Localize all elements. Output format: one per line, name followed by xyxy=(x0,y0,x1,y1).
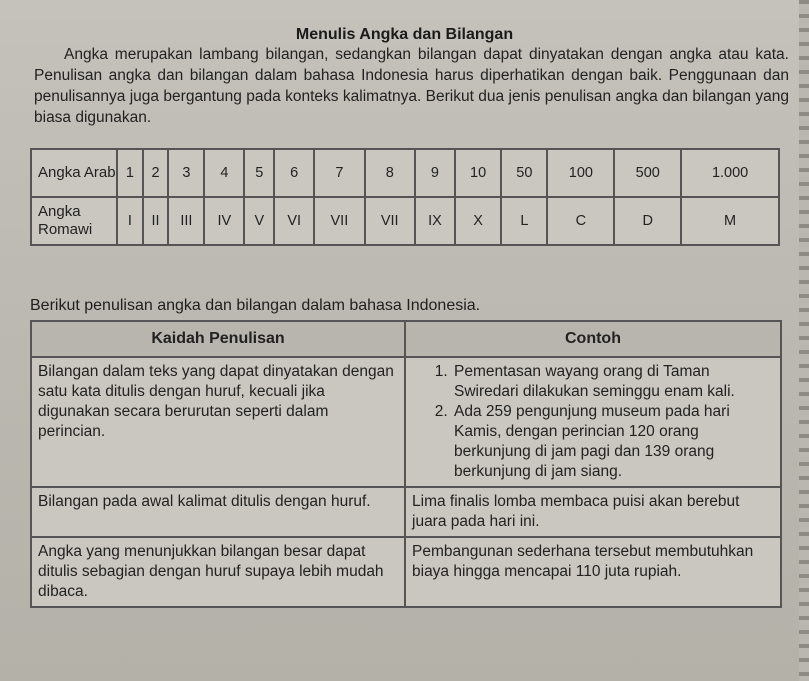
example-cell xyxy=(405,357,781,487)
section-subtitle: Berikut penulisan angka dan bilangan dalam bahasa Indonesia. xyxy=(30,297,481,314)
arabic-cell: 7 xyxy=(314,149,364,197)
intro-text: Angka merupakan lambang bilangan, sedangkan bilangan dapat dinyatakan dengan angka atau kata. Penulisan angka dan bilangan dalam bahasa Indonesia harus diperhatikan dengan baik. Penggunaan dan penulisannya juga bergantung pada konteks kalimatnya. Berikut dua jenis penulisan angka dan bilangan yang biasa digunakan. xyxy=(34,46,789,126)
arabic-row xyxy=(31,149,779,197)
roman-label: Angka Romawi xyxy=(31,197,117,245)
arabic-cell: 1.000 xyxy=(681,149,779,197)
roman-cell: I xyxy=(117,197,143,245)
roman-cell: VI xyxy=(274,197,314,245)
example-list xyxy=(412,362,774,482)
intro-paragraph xyxy=(34,44,789,128)
arabic-cell: 4 xyxy=(204,149,244,197)
roman-cell: X xyxy=(455,197,501,245)
arabic-cell: 50 xyxy=(501,149,547,197)
arabic-cell: 1 xyxy=(117,149,143,197)
rule-cell: Angka yang menunjukkan bilangan besar dapat ditulis sebagian dengan huruf supaya lebih mudah dibaca. xyxy=(31,537,405,607)
header-example: Contoh xyxy=(405,321,781,357)
roman-cell: VII xyxy=(314,197,364,245)
rules-row xyxy=(31,357,781,487)
rules-header-row xyxy=(31,321,781,357)
numeral-table xyxy=(30,148,780,246)
rules-row xyxy=(31,537,781,607)
arabic-cell: 500 xyxy=(614,149,681,197)
page-title: Menulis Angka dan Bilangan xyxy=(295,26,514,43)
roman-cell: VII xyxy=(365,197,415,245)
example-cell: Pembangunan sederhana tersebut membutuhkan biaya hingga mencapai 110 juta rupiah. xyxy=(405,537,781,607)
rule-cell: Bilangan dalam teks yang dapat dinyatakan dengan satu kata ditulis dengan huruf, kecuali jika digunakan secara berurutan seperti dalam perincian. xyxy=(31,357,405,487)
arabic-cell: 10 xyxy=(455,149,501,197)
roman-cell: M xyxy=(681,197,779,245)
roman-row xyxy=(31,197,779,245)
arabic-cell: 9 xyxy=(415,149,455,197)
arabic-cell: 3 xyxy=(168,149,204,197)
roman-cell: IV xyxy=(204,197,244,245)
roman-cell: D xyxy=(614,197,681,245)
arabic-cell: 6 xyxy=(274,149,314,197)
arabic-cell: 100 xyxy=(547,149,614,197)
arabic-cell: 8 xyxy=(365,149,415,197)
example-item: 2. Ada 259 pengunjung museum pada hari Kamis, dengan perincian 120 orang berkunjung di jam pagi dan 139 orang berkunjung di jam siang. xyxy=(452,402,774,482)
rules-row xyxy=(31,487,781,537)
writing-rules-table xyxy=(30,320,782,608)
arabic-label: Angka Arab xyxy=(31,149,117,197)
example-cell: Lima finalis lomba membaca puisi akan berebut juara pada hari ini. xyxy=(405,487,781,537)
roman-cell: II xyxy=(143,197,169,245)
header-rule: Kaidah Penulisan xyxy=(31,321,405,357)
example-item: 1. Pementasan wayang orang di Taman Swiredari dilakukan seminggu enam kali. xyxy=(452,362,774,402)
roman-cell: V xyxy=(244,197,274,245)
roman-cell: IX xyxy=(415,197,455,245)
rule-cell: Bilangan pada awal kalimat ditulis dengan huruf. xyxy=(31,487,405,537)
roman-cell: C xyxy=(547,197,614,245)
roman-cell: L xyxy=(501,197,547,245)
arabic-cell: 2 xyxy=(143,149,169,197)
arabic-cell: 5 xyxy=(244,149,274,197)
binding-edge-decoration xyxy=(799,0,809,681)
roman-cell: III xyxy=(168,197,204,245)
